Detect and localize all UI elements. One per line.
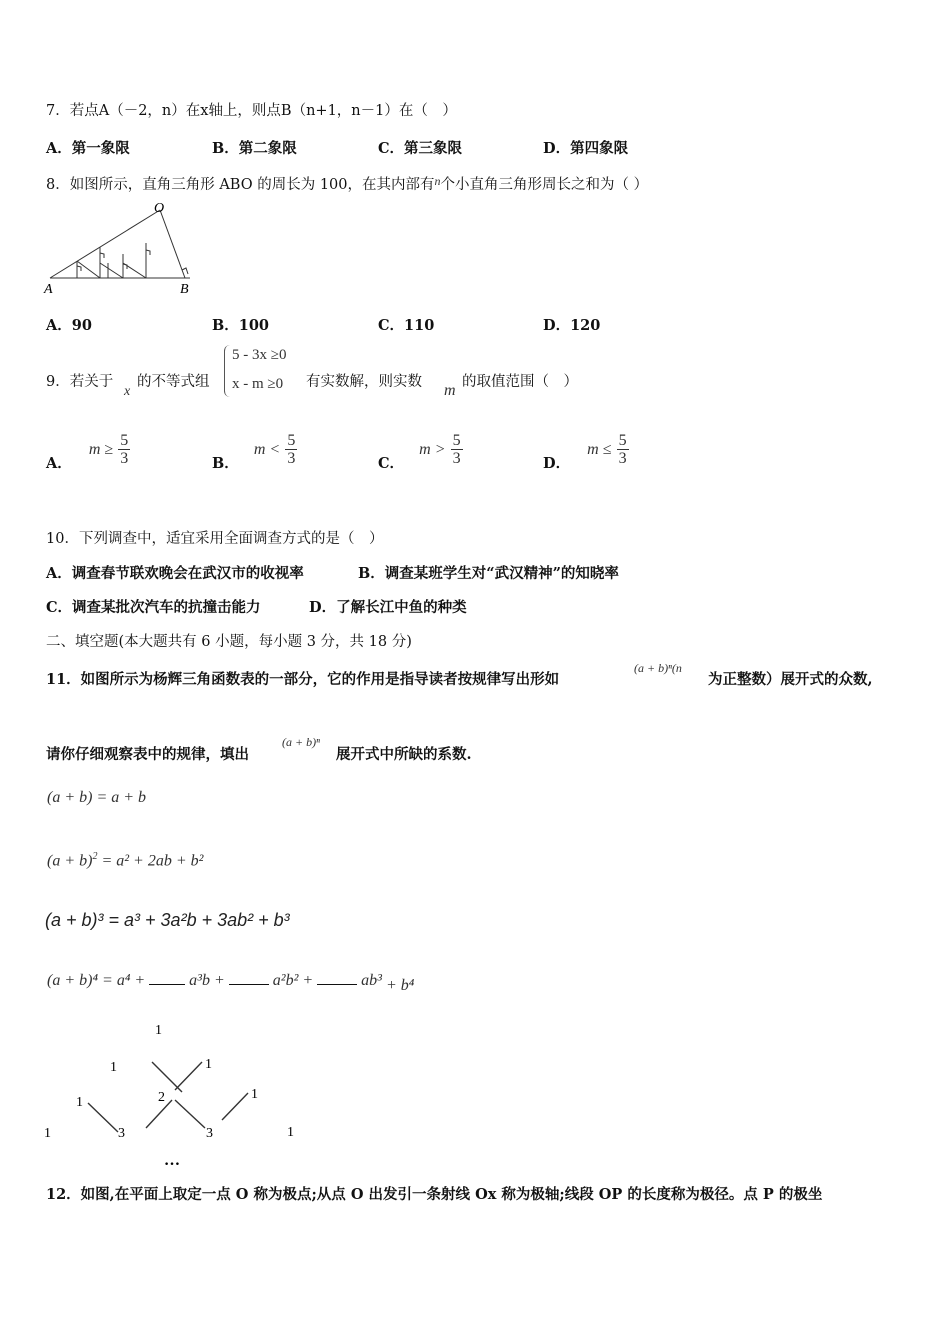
q8-option-c: C．110: [378, 317, 435, 334]
q9-part3: 有实数解，则实数: [306, 374, 422, 390]
q11-eq4: [47, 970, 414, 995]
q8-figure: [40, 198, 200, 298]
q11-formula-inline2: (a + b)ⁿ: [282, 735, 320, 749]
section-title: 二、填空题(本大题共有 6 小题，每小题 3 分，共 18 分): [46, 634, 412, 650]
q10-option-b: B．调查某班学生对“武汉精神”的知晓率: [358, 565, 619, 582]
tri-r3-2: 1: [251, 1087, 258, 1102]
tri-r4-3: 1: [287, 1125, 294, 1140]
q11-line2-part2: 展开式中所缺的系数.: [336, 746, 472, 763]
q9-fraction: $\frac{5}{3}$: [452, 432, 461, 467]
q11-stem-part1: 11．如图所示为杨辉三角函数表的一部分，它的作用是指导读者按规律写出形如: [46, 671, 560, 688]
q11-eq4-t3: ab³: [361, 972, 382, 989]
q7-stem: 7．若点A（－2，n）在x轴上，则点B（n+1，n－1）在（ ）: [46, 103, 457, 119]
tri-r4-2: 3: [206, 1126, 213, 1141]
q11-formula-inline: (a + b)ⁿ(n: [634, 661, 682, 675]
q8-label-a: A: [44, 282, 53, 297]
q10-option-a: A．调查春节联欢晚会在武汉市的收视率: [46, 565, 304, 582]
yanghui-triangle: [30, 1010, 330, 1170]
q9-part4: 的取值范围（ ）: [462, 374, 578, 390]
q9-option-b: [212, 432, 297, 473]
q9-option-lhs: m ≤: [587, 441, 612, 458]
q9-option-letter: A．: [46, 455, 72, 472]
q9-option-lhs: m <: [253, 441, 281, 458]
q10-option-d: D．了解长江中鱼的种类: [309, 599, 467, 616]
q8-stem-part2: 个小直角三角形周长之和为（ ）: [440, 177, 649, 193]
q9-ineq1: 5 - 3x ≥0: [232, 347, 287, 363]
q11-eq2: $(a + b)^2 = a^2 + 2ab + b^2$: [47, 851, 204, 870]
q9-fraction: $\frac{5}{3}$: [287, 432, 296, 467]
q11-blank-1[interactable]: [149, 970, 185, 985]
q9-option-letter: D．: [543, 455, 571, 472]
tri-r2-0: 1: [110, 1060, 117, 1075]
q8-var-n: n: [434, 174, 441, 188]
tri-r4-1: 3: [118, 1126, 125, 1141]
q8-option-a: A．90: [46, 317, 92, 334]
q9-ineq2: x - m ≥0: [232, 376, 284, 392]
q9-option-a: [46, 432, 130, 473]
q11-eq2-lhs: (a + b): [47, 852, 93, 870]
q11-stem-part2: 为正整数）展开式的众数,: [708, 671, 873, 688]
tri-ellipsis: …: [164, 1152, 180, 1169]
q9-option-c: [378, 432, 463, 473]
q10-stem: 10．下列调查中，适宜采用全面调查方式的是（ ）: [46, 531, 384, 547]
q8-option-b: B．100: [212, 317, 270, 334]
q7-option-d: D．第四象限: [543, 140, 629, 157]
q8-stem: [46, 172, 648, 194]
q9-var-x: x: [124, 384, 131, 399]
q9-var-m: m: [444, 382, 456, 399]
q11-blank-2[interactable]: [229, 970, 269, 985]
q11-eq4-lhs: (a + b)⁴ = a⁴ +: [47, 972, 146, 989]
q7-option-c: C．第三象限: [378, 140, 463, 157]
q7-option-b: B．第二象限: [212, 140, 297, 157]
q9-part2: 的不等式组: [137, 374, 210, 390]
q8-label-o: O: [154, 201, 165, 216]
q8-label-b: B: [180, 282, 189, 297]
q11-line2-part1: 请你仔细观察表中的规律，填出: [46, 746, 249, 763]
tri-r4-0: 1: [44, 1126, 51, 1141]
q9-option-lhs: m ≥: [88, 441, 114, 458]
tri-r3-1: 2: [158, 1090, 165, 1105]
q9-option-lhs: m >: [419, 441, 446, 458]
q11-eq4-t1: a³b +: [189, 972, 225, 989]
q11-eq4-t4: + b⁴: [385, 977, 415, 994]
tri-r3-0: 1: [76, 1095, 83, 1110]
tri-r1-0: 1: [155, 1023, 162, 1038]
q9-fraction: $\frac{5}{3}$: [618, 432, 627, 467]
q11-blank-3[interactable]: [317, 970, 357, 985]
q9-option-letter: C．: [378, 455, 405, 472]
tri-r2-1: 1: [205, 1057, 212, 1072]
q11-eq3: (a + b)³ = a³ + 3a²b + 3ab² + b³: [45, 910, 290, 930]
q7-option-a: A．第一象限: [46, 140, 130, 157]
q8-option-d: D．120: [543, 317, 601, 334]
q9-option-letter: B．: [212, 455, 239, 472]
q9-fraction: $\frac{5}{3}$: [120, 432, 129, 467]
q9-option-d: [543, 432, 629, 473]
q10-option-c: C．调查某批次汽车的抗撞击能力: [46, 599, 261, 616]
q11-eq2-rhs: = a² + 2ab + b²: [101, 852, 204, 870]
q12-stem: 12．如图,在平面上取定一点 O 称为极点;从点 O 出发引一条射线 Ox 称为极轴;线段 OP 的长度称为极径。点 P 的极坐: [46, 1186, 823, 1203]
q8-stem-part1: 8．如图所示，直角三角形 ABO 的周长为 100，在其内部有: [46, 177, 435, 193]
q9-part1: 9．若关于: [46, 374, 114, 390]
q11-eq1: (a + b) = a + b: [47, 789, 147, 806]
q11-eq4-t2: a²b² +: [272, 972, 314, 989]
